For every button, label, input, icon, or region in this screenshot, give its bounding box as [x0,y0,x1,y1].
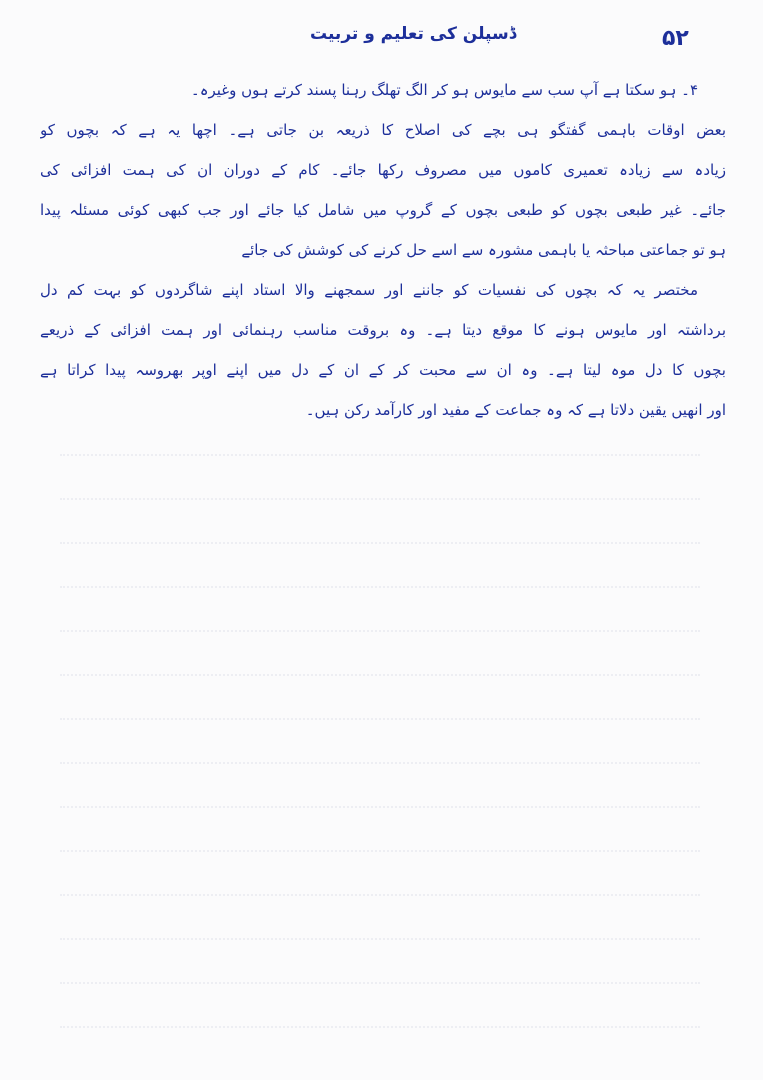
text-line: زیادہ سے زیادہ تعمیری کاموں میں مصروف رکھا جائے۔ کام کے دوران ان کی ہمت افزائی کی [40,161,726,179]
bleed-through-shadow [60,420,700,1060]
page-number: ۵۲ [662,26,689,51]
body-text [40,70,726,430]
text-line: ہو تو جماعتی مباحثہ یا باہمی مشورہ سے اسے حل کرنے کی کوشش کی جائے [241,241,726,259]
text-line: اور انھیں یقین دلاتا ہے کہ وہ جماعت کے مفید اور کارآمد رکن ہیں۔ [305,401,726,419]
text-line: برداشتہ اور مایوس ہونے کا موقع دیتا ہے۔ وہ بروقت مناسب رہنمائی اور ہمت افزائی کے ذریعے [40,321,726,339]
text-line: بعض اوقات باہمی گفتگو ہی بچے کی اصلاح کا ذریعہ بن جاتی ہے۔ اچھا یہ ہے کہ بچوں کو [40,121,726,139]
paragraph [40,70,726,110]
paragraph [40,270,726,430]
text-line: بچوں کا دل موہ لیتا ہے۔ وہ ان سے محبت کر کے ان کے دل میں اپنے اوپر بھروسہ پیدا کراتا ہے [40,361,726,379]
page-header [40,20,723,60]
text-line: ۴۔ ہو سکتا ہے آپ سب سے مایوس ہو کر الگ تھلگ رہنا پسند کرتے ہوں وغیرہ۔ [190,81,698,99]
text-line: مختصر یہ کہ بچوں کی نفسیات کو جاننے اور سمجھنے والا استاد اپنے شاگردوں کو بہت کم دل [40,281,698,299]
running-title: ڈسپلن کی تعلیم و تربیت [310,24,517,44]
text-line: جائے۔ غیر طبعی بچوں کو طبعی بچوں کے گروپ میں شامل کیا جائے اور جب کبھی کوئی مسئلہ پیدا [40,201,726,219]
paragraph [40,110,726,270]
